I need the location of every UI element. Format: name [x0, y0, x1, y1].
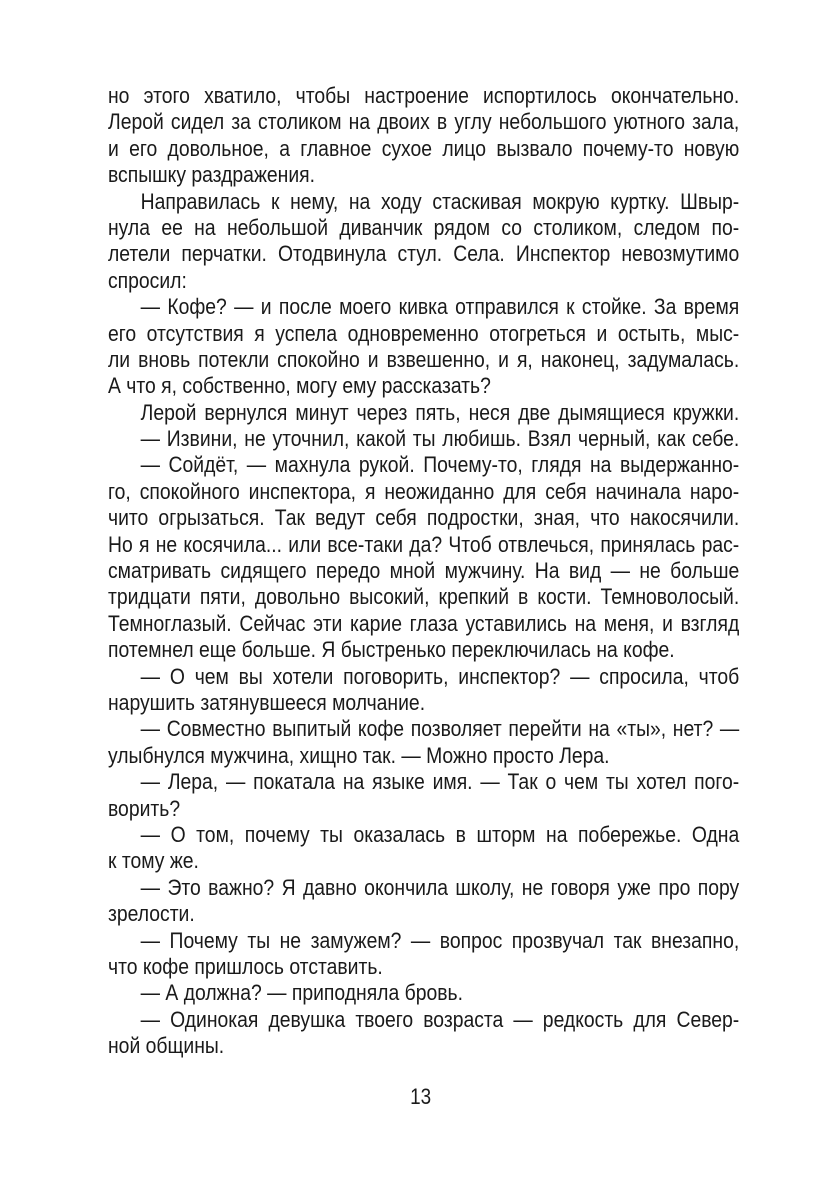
text-line: зрелости. — [108, 901, 195, 927]
text-line: — Извини, не уточнил, какой ты любишь. Взял черный, как себе. — [140, 426, 740, 452]
text-line: Лерой вернулся минут через пять, неся две дымящиеся кружки. — [140, 399, 740, 425]
text-line: ли вновь потекли спокойно и взвешенно, и я, наконец, задумалась. — [108, 346, 740, 372]
text-line: и его довольное, а главное сухое лицо вызвало почему-то новую — [108, 135, 740, 161]
text-line: — Почему ты не замужем? — вопрос прозвучал так внезапно, — [140, 927, 740, 953]
text-line: вспышку раздражения. — [108, 162, 316, 188]
text-line: тридцати пяти, довольно высокий, крепкий в кости. Темноволосый. — [108, 584, 740, 610]
text-line: Лерой сидел за столиком на двоих в углу небольшого уютного зала, — [108, 109, 740, 135]
text-line: Темноглазый. Сейчас эти карие глаза уставились на меня, и взгляд — [108, 610, 740, 636]
text-line: летели перчатки. Отодвинула стул. Села. Инспектор невозмутимо — [108, 241, 740, 267]
text-line: сматривать сидящего передо мной мужчину. На вид — не больше — [108, 558, 740, 584]
text-line: — Лера, — покатала на языке имя. — Так о чем ты хотел пого- — [140, 769, 740, 795]
text-line: Направилась к нему, на ходу стаскивая мокрую куртку. Швыр- — [140, 188, 740, 214]
text-line: ворить? — [108, 795, 181, 821]
text-line: — Кофе? — и после моего кивка отправился к стойке. За время — [140, 294, 740, 320]
text-line: ной общины. — [108, 1033, 225, 1059]
text-line: А что я, собственно, могу ему рассказать? — [108, 373, 491, 399]
text-line: но этого хватило, чтобы настроение испортилось окончательно. — [108, 83, 740, 108]
text-line: — Это важно? Я давно окончила школу, не говоря уже про пору — [140, 874, 740, 900]
page-body-text — [108, 83, 739, 1059]
text-line: — О чем вы хотели поговорить, инспектор? — спросила, чтоб — [140, 663, 740, 689]
text-line: чито огрызаться. Так ведут себя подростки, зная, что накосячили. — [108, 505, 740, 531]
text-line: — Одинокая девушка твоего возраста — редкость для Север- — [140, 1006, 740, 1032]
text-line: — Сойдёт, — махнула рукой. Почему-то, глядя на выдержанно- — [140, 452, 740, 478]
text-line: спросил: — [108, 267, 187, 293]
text-line: — О том, почему ты оказалась в шторм на побережье. Одна — [140, 821, 740, 847]
text-line: его отсутствия я успела одновременно отогреться и остыть, мыс- — [108, 320, 740, 346]
text-line: потемнел еще больше. Я быстренько переключилась на кофе. — [108, 637, 675, 663]
text-line: нула ее на небольшой диванчик рядом со столиком, следом по- — [108, 214, 740, 240]
text-line: — А должна? — приподняла бровь. — [140, 980, 463, 1006]
text-line: го, спокойного инспектора, я неожиданно для себя начинала наро- — [108, 478, 740, 504]
text-line: к тому же. — [108, 848, 199, 874]
text-line: Но я не косячила... или все-таки да? Чтоб отвлечься, принялась рас- — [108, 531, 740, 557]
text-line: — Совместно выпитый кофе позволяет перейти на «ты», нет? — — [140, 716, 740, 742]
text-line: что кофе пришлось отставить. — [108, 953, 383, 979]
text-line: улыбнулся мужчина, хищно так. — Можно просто Лера. — [108, 742, 610, 768]
text-line: нарушить затянувшееся молчание. — [108, 689, 426, 715]
page-number: 13 — [410, 1084, 432, 1109]
